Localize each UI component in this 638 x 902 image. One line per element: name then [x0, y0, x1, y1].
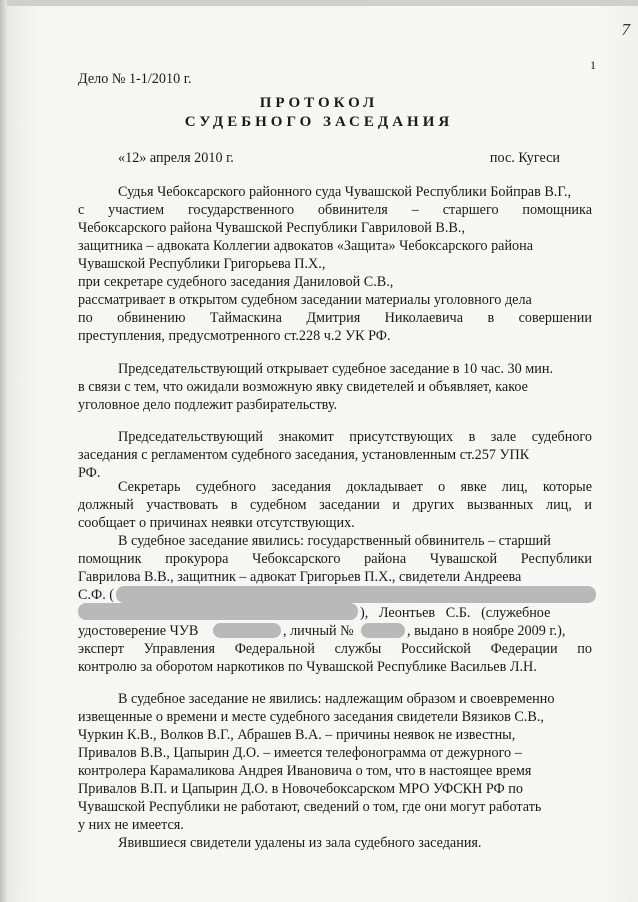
text-line-fragment: , личный №: [283, 623, 354, 639]
text-line: Чувашской Республики не работают, сведений о том, где они могут работать: [78, 799, 542, 815]
text-line: рассматривает в открытом судебном заседании материалы уголовного дела: [78, 292, 532, 308]
redaction-mark: [116, 586, 596, 603]
text-line: Гаврилова В.В., защитник – адвокат Григорьев П.Х., свидетели Андреева: [78, 569, 522, 585]
redaction-mark: [361, 623, 405, 638]
text-line: контролю за оборотом наркотиков по Чувашской Республике Васильев Л.Н.: [78, 659, 537, 675]
text-line: Судья Чебоксарского районного суда Чувашской Республики Бойправ В.Г.,: [118, 184, 572, 200]
text-line: в связи с тем, что ожидали возможную явку свидетелей и объявляет, какое: [78, 379, 528, 395]
text-line: заседания с регламентом судебного заседания, установленным ст.257 УПК: [78, 447, 530, 463]
text-line: Председательствующий знакомит присутствующих в зале судебного: [118, 429, 592, 445]
text-line: преступления, предусмотренного ст.228 ч.2 УК РФ.: [78, 328, 391, 344]
text-line: контролера Карамаликова Андрея Ивановича о том, что в настоящее время: [78, 763, 532, 779]
text-line: по обвинению Таймаскина Дмитрия Николаевича в совершении: [78, 310, 592, 326]
text-line: сообщает о причинах неявки отсутствующих.: [78, 515, 355, 531]
text-line-fragment: удостоверение ЧУВ: [78, 623, 199, 639]
case-number: Дело № 1-1/2010 г.: [78, 71, 192, 87]
scan-top-edge: [0, 0, 638, 6]
redaction-mark: [78, 603, 358, 620]
text-line: уголовное дело подлежит разбирательству.: [78, 397, 338, 413]
session-place: пос. Кугеси: [489, 150, 560, 166]
text-line: с участием государственного обвинителя – старшего помощника: [78, 202, 592, 218]
text-line: извещенные о времени и месте судебного заседания свидетели Вязиков С.В.,: [78, 709, 544, 725]
page-number: 1: [590, 58, 596, 72]
text-line: защитника – адвоката Коллегии адвокатов «Защита» Чебоксарского района: [78, 238, 534, 254]
scan-left-edge: [0, 0, 7, 902]
text-line-fragment: , выдано в ноябре 2009 г.),: [407, 623, 566, 639]
redaction-mark: [213, 623, 281, 638]
text-line: Чуркин К.В., Волков В.Г., Абрашев В.А. – причины неявок не известны,: [78, 727, 516, 743]
text-line-fragment: С.Ф. (: [78, 587, 115, 603]
text-line: Чувашской Республики Григорьева П.Х.,: [78, 256, 326, 272]
handwritten-page-mark: 7: [621, 20, 630, 39]
text-line: Председательствующий открывает судебное заседание в 10 час. 30 мин.: [118, 361, 554, 377]
text-line: Явившиеся свидетели удалены из зала судебного заседания.: [118, 835, 482, 851]
text-line: Чебоксарского района Чувашской Республики Гавриловой В.В.,: [78, 220, 465, 236]
document-subtitle: СУДЕБНОГО ЗАСЕДАНИЯ: [184, 114, 454, 130]
text-line: Привалов В.П. и Цапырин Д.О. в Новочебоксарском МРО УФСКН РФ по: [78, 781, 523, 797]
document-title: ПРОТОКОЛ: [259, 95, 379, 111]
text-line-fragment: ), Леонтьев С.Б. (служебное: [360, 605, 551, 621]
text-line: должный участвовать в судебном заседании и других вызванных лиц, и: [78, 497, 592, 513]
text-line: РФ.: [78, 465, 101, 481]
text-line: Привалов В.В., Цапырин Д.О. – имеется телефонограмма от дежурного –: [78, 745, 522, 761]
text-line: при секретаре судебного заседания Даниловой С.В.,: [78, 274, 394, 290]
session-date: «12» апреля 2010 г.: [118, 150, 234, 166]
text-line: В судебное заседание явились: государственный обвинитель – старший: [118, 533, 551, 549]
text-line: у них не имеется.: [78, 817, 184, 833]
text-line: В судебное заседание не явились: надлежащим образом и своевременно: [118, 691, 555, 707]
text-line: Секретарь судебного заседания докладывает о явке лиц, которые: [118, 479, 592, 495]
text-line: помощник прокурора Чебоксарского района Чувашской Республики: [78, 551, 592, 567]
text-line: эксперт Управления Федеральной службы Российской Федерации по: [78, 641, 592, 657]
